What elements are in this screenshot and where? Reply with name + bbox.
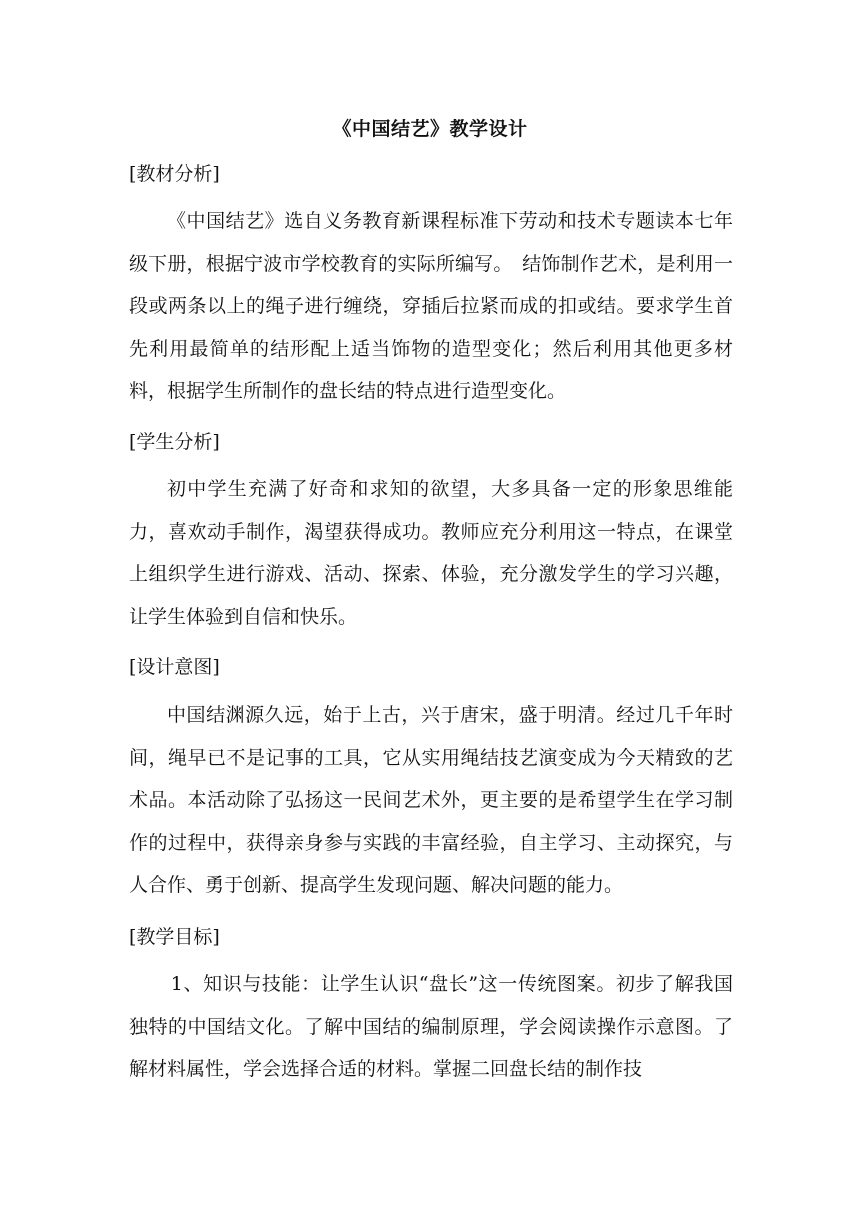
heading-student-analysis: [学生分析] — [129, 431, 220, 453]
paragraph-student-analysis: 初中学生充满了好奇和求知的欲望，大多具备一定的形象思维能力，喜欢动手制作，渴望获得成功。教师应充分利用这一特点，在课堂上组织学生进行游戏、活动、探索、体验，充分激发学生的学习兴趣，让学生体验到自信和快乐。 — [129, 478, 733, 628]
paragraph-design-intent: 中国结渊源久远，始于上古，兴于唐宋，盛于明清。经过几千年时间，绳早已不是记事的工具，它从实用绳结技艺演变成为今天精致的艺术品。本活动除了弘扬这一民间艺术外，更主要的是希望学生在学习制作的过程中，获得亲身参与实践的丰富经验，自主学习、主动探究，与人合作、勇于创新、提高学生发现问题、解决问题的能力。 — [129, 704, 733, 896]
document-title: 《中国结艺》教学设计 — [332, 118, 528, 140]
paragraph-textbook-analysis: 《中国结艺》选自义务教育新课程标准下劳动和技术专题读本七年级下册，根据宁波市学校教育的实际所编写。 结饰制作艺术，是利用一段或两条以上的绳子进行缠绕，穿插后拉紧而成的扣或结。要求学生首先利用最简单的结形配上适当饰物的造型变化；然后利用其他更多材料，根据学生所制作的盘长结的特点进行造型变化。 — [129, 210, 733, 402]
heading-textbook-analysis: [教材分析] — [129, 163, 220, 185]
paragraph-teaching-objectives: 1、知识与技能：让学生认识“盘长”这一传统图案。初步了解我国独特的中国结文化。了解中国结的编制原理，学会阅读操作示意图。了解材料属性，学会选择合适的材料。掌握二回盘长结的制作技 — [129, 973, 733, 1080]
heading-teaching-objectives: [教学目标] — [129, 926, 220, 948]
heading-design-intent: [设计意图] — [129, 656, 220, 678]
